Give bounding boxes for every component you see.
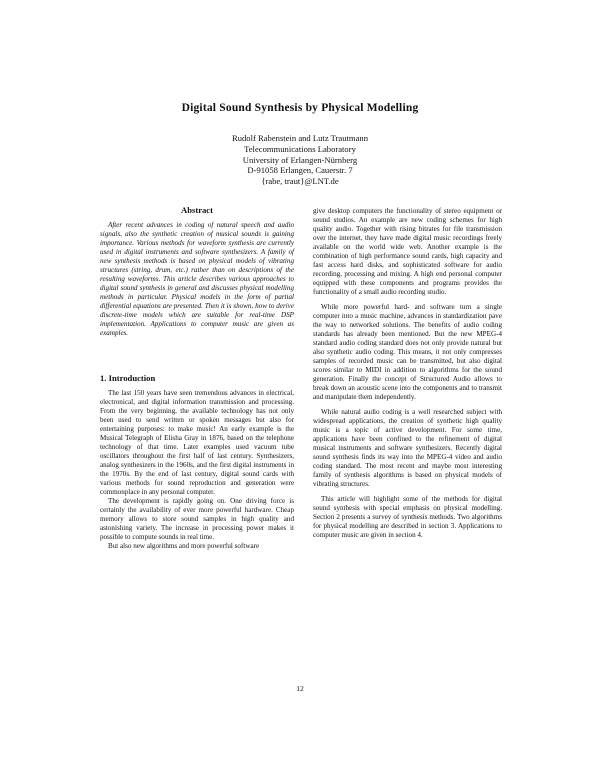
body-paragraph: While natural audio coding is a well researched subject with widespread applications, the creation of synthetic high quality music is a topic of active development. For some time, applications have been confined to the refinement of digital musical instruments and software synthesizers. Recently digital sound synthesis finds its way into the MPEG-4 video and audio coding standard. The most recent and maybe most interesting family of synthesis algorithms is based on physical models of vibrating structures. <box>313 408 502 488</box>
body-paragraph: give desktop computers the functionality of stereo equipment or sound studios. An example are new coding schemes for high quality audio. Together with rising bitrates for file transmission over the internet, they have made digital music recordings freely available on the world wide web. Another example is the combination of high performance sound cards, high capacity and fast access hard disks, and sophisticated software for audio recording, processing and mixing. A high end personal computer equipped with these components and programs provides the functionality of a small audio recording studio. <box>313 207 502 296</box>
intro-paragraph: The last 150 years have seen tremendous advances in electrical, electronical, and digital information transmission and processing. From the very beginning, the available technology has not only been used to send written or spoken messages but also for entertaining purposes: to make music! An early example is the Musical Telegraph of Elisha Gray in 1876, based on the telephone technology of that time. Later examples used vacuum tube oscillators throughout the first half of last century. Synthesizers, analog synthesizers in the 1960s, and the first digital instruments in the 1970s. By the end of last century, digital sound cards with various methods for sound reproduction and generation were commonplace in any personal computer. <box>100 389 294 496</box>
left-column <box>100 206 294 551</box>
authors: Rudolf Rabenstein and Lutz Trautmann <box>231 133 369 143</box>
affiliation-line: D-91058 Erlangen, Cauerstr. 7 <box>247 165 353 176</box>
intro-paragraph: But also new algorithms and more powerful software <box>108 542 260 550</box>
paper-title: Digital Sound Synthesis by Physical Modelling <box>181 102 419 114</box>
author-emails: {rabe, traut}@LNT.de <box>261 176 339 187</box>
author-block <box>0 133 600 187</box>
page-number: 12 <box>296 684 304 693</box>
body-paragraph: While more powerful hard- and software turn a single computer into a music machine, advances in standardization pave the way to networked solutions. The benefits of audio coding standards has already been mentioned. But the new MPEG-4 standard audio coding standard does not only provide natural but also synthetic audio coding. This means, it not only compresses samples of recorded music can be transmitted, but also digital scores similar to MIDI in addition to algorithms for the sound generation. Finally the concept of Structured Audio allows to break down an acoustic scene into the components and to transmit and manipulate them independently. <box>313 303 502 401</box>
section-heading-introduction: 1. Introduction <box>100 373 156 383</box>
abstract-text: After recent advances in coding of natural speech and audio signals, also the synthetic creation of musical sounds is gaining importance. Various methods for waveform synthesis are currently used in digital instruments and software synthesizers. A family of new synthesis methods is based on physical models of vibrating structures (string, drum, etc.) rather than on descriptions of the resulting waveforms. This article describes various approaches to digital sound synthesis in general and discusses physical modelling methods in particular. Physical models in the form of partial differential equations are presented. Then it is shown, how to derive discrete-time models which are suitable for real-time DSP implementation. Applications to computer music are given as examples. <box>100 221 294 337</box>
body-paragraph: This article will highlight some of the methods for digital sound synthesis with special emphasis on physical modelling. Section 2 presents a survey of synthesis methods. Two algorithms for physical modelling are described in section 3. Applications to computer music are given in section 4. <box>313 495 502 539</box>
affiliation-line: University of Erlangen-Nürnberg <box>242 154 358 165</box>
right-column <box>313 207 502 540</box>
intro-paragraph: The development is rapidly going on. One driving force is certainly the availability of ever more powerful hardware. Cheap memory allows to store sound samples in high quality and astonishing variety. The increase in processing power makes it possible to compute sounds in real time. <box>100 497 294 541</box>
affiliation-line: Telecommunications Laboratory <box>244 143 356 154</box>
abstract-heading: Abstract <box>181 205 213 215</box>
